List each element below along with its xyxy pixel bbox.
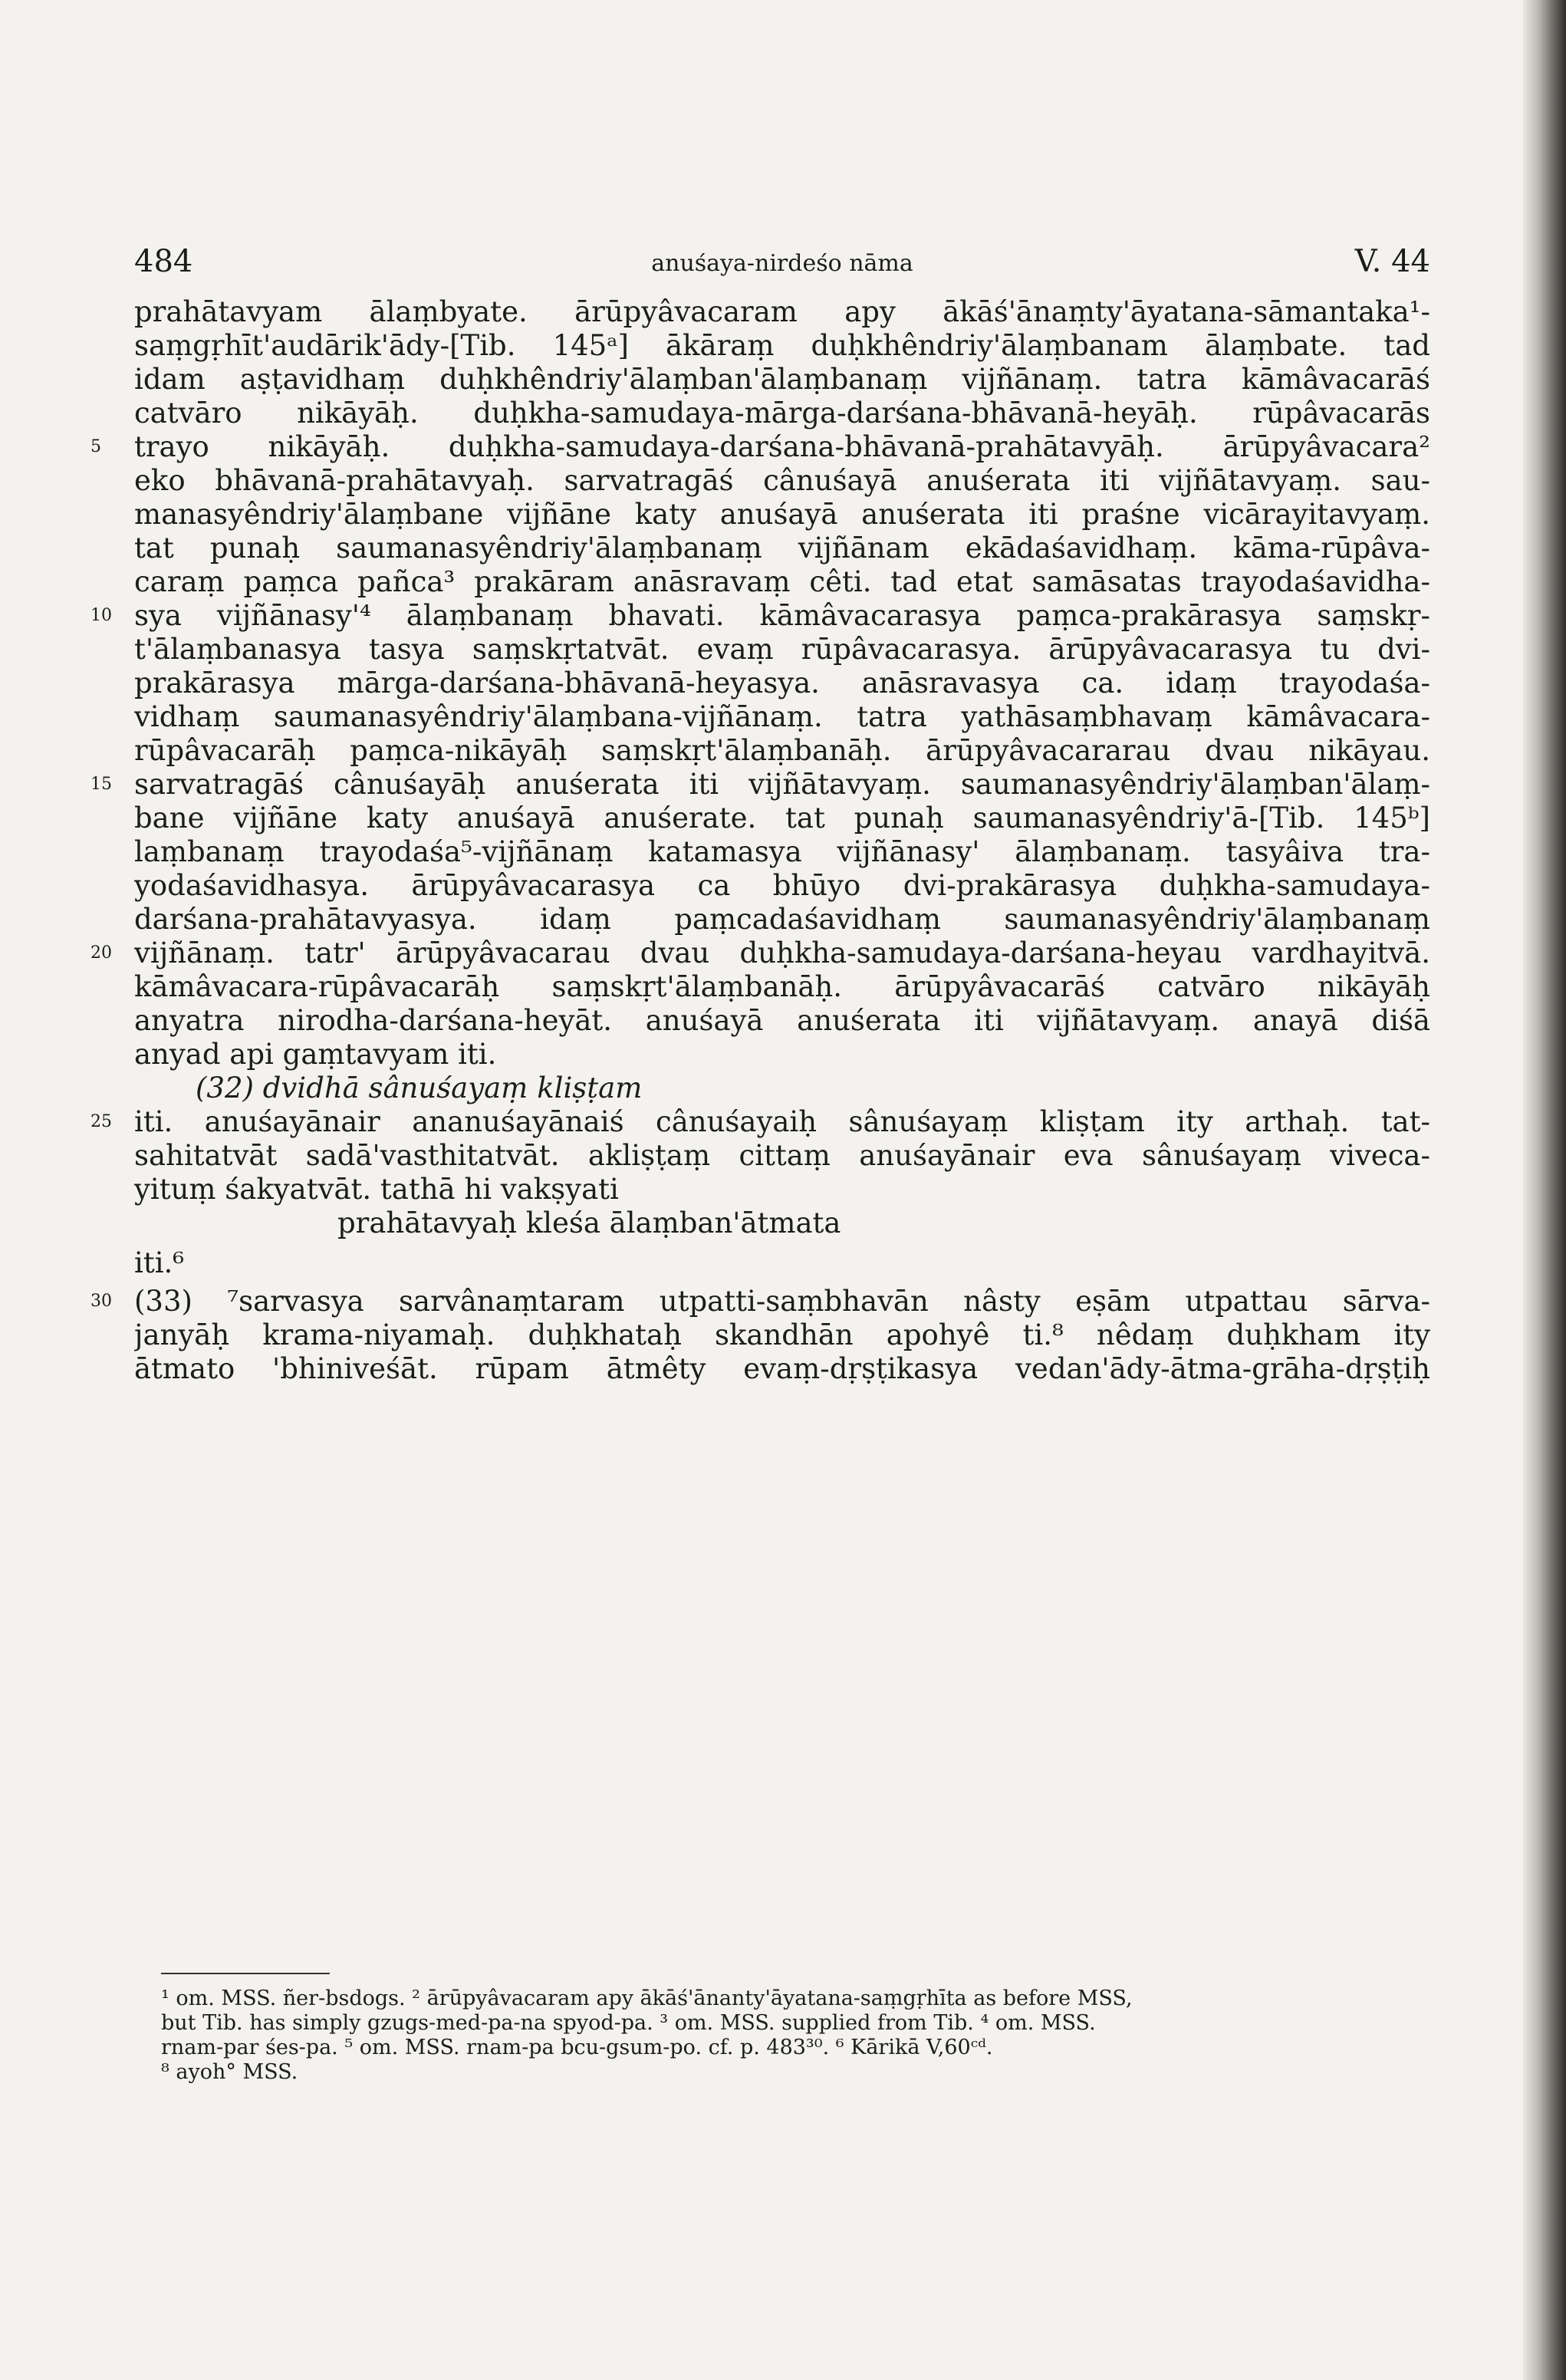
text-line: laṃbanaṃ trayodaśa⁵-vijñānaṃ katamasya vijñānasy' ālaṃbanaṃ. tasyâiva tra-	[134, 835, 1430, 868]
line-number: 25	[90, 1112, 112, 1131]
text-line: darśana-prahātavyasya. idaṃ paṃcadaśavidhaṃ saumanasyêndriy'ālaṃbanaṃ	[134, 903, 1430, 936]
text-line: t'ālaṃbanasya tasya saṃskṛtatvāt. evaṃ rūpâvacarasya. ārūpyâvacarasya tu dvi-	[134, 633, 1430, 666]
text-line: rūpâvacarāḥ paṃca-nikāyāḥ saṃskṛt'ālaṃbanāḥ. ārūpyâvacararau dvau nikāyau.	[134, 734, 1430, 767]
line-number: 30	[90, 1292, 112, 1311]
text-line: bane vijñāne katy anuśayā anuśerate. tat punaḥ saumanasyêndriy'ā-[Tib. 145ᵇ]	[134, 802, 1430, 834]
line-number: 20	[90, 943, 112, 963]
text-line: prahātavyam ālaṃbyate. ārūpyâvacaram apy ākāś'ānaṃty'āyatana-sāmantaka¹-	[134, 295, 1430, 328]
footnote-rule	[161, 1973, 330, 1974]
text-line: sya vijñānasy'⁴ ālaṃbanaṃ bhavati. kāmâvacarasya paṃca-prakārasya saṃskṛ-	[134, 599, 1430, 632]
line-number: 15	[90, 775, 112, 794]
text-line: catvāro nikāyāḥ. duḥkha-samudaya-mārga-darśana-bhāvanā-heyāḥ. rūpâvacarās	[134, 397, 1430, 430]
footnote-line: ¹ om. MSS. ñer-bsdogs. ² ārūpyâvacaram apy ākāś'ānanty'āyatana-saṃgṛhīta as before MSS,	[161, 1987, 1133, 2010]
section-reference: V. 44	[1354, 244, 1430, 279]
text-line: kāmâvacara-rūpâvacarāḥ saṃskṛt'ālaṃbanāḥ. ārūpyâvacarāś catvāro nikāyāḥ	[134, 970, 1430, 1003]
text-line: saṃgṛhīt'audārik'ādy-[Tib. 145ᵃ] ākāraṃ duḥkhêndriy'ālaṃbanam ālaṃbate. tad	[134, 329, 1430, 362]
text-line: ātmato 'bhiniveśāt. rūpam ātmêty evaṃ-dṛṣṭikasya vedan'ādy-ātma-grāha-dṛṣṭiḥ	[134, 1352, 1430, 1385]
text-line: vidhaṃ saumanasyêndriy'ālaṃbana-vijñānaṃ. tatra yathāsaṃbhavaṃ kāmâvacara-	[134, 700, 1430, 733]
text-line: (33) ⁷sarvasya sarvânaṃtaram utpatti-saṃbhavān nâsty eṣām utpattau sārva-	[134, 1285, 1430, 1318]
text-line: sarvatragāś cânuśayāḥ anuśerata iti vijñātavyaṃ. saumanasyêndriy'ālaṃban'ālaṃ-	[134, 768, 1430, 801]
text-line: tat punaḥ saumanasyêndriy'ālaṃbanaṃ vijñānam ekādaśavidhaṃ. kāma-rūpâva-	[134, 532, 1430, 565]
karika-line: (32) dvidhā sânuśayaṃ kliṣṭam	[196, 1071, 643, 1104]
text-line: anyad api gaṃtavyam iti.	[134, 1038, 497, 1071]
footnote-line: ⁸ ayoh° MSS.	[161, 2060, 298, 2084]
text-line: yituṃ śakyatvāt. tathā hi vakṣyati	[134, 1173, 619, 1206]
page-edge-shadow	[1523, 0, 1566, 2380]
text-line: yodaśavidhasya. ārūpyâvacarasya ca bhūyo dvi-prakārasya duḥkha-samudaya-	[134, 869, 1430, 902]
page-number: 484	[134, 244, 193, 279]
running-title: anuśaya-nirdeśo nāma	[651, 250, 913, 277]
text-line: eko bhāvanā-prahātavyaḥ. sarvatragāś cânuśayā anuśerata iti vijñātavyaṃ. sau-	[134, 464, 1430, 497]
text-line: idam aṣṭavidhaṃ duḥkhêndriy'ālaṃban'ālaṃbanaṃ vijñānaṃ. tatra kāmâvacarāś	[134, 363, 1430, 396]
text-line: trayo nikāyāḥ. duḥkha-samudaya-darśana-bhāvanā-prahātavyāḥ. ārūpyâvacara²	[134, 430, 1430, 463]
line-number: 5	[90, 437, 101, 456]
footnote-line: rnam-par śes-pa. ⁵ om. MSS. rnam-pa bcu-gsum-po. cf. p. 483³⁰. ⁶ Kārikā V,60ᶜᵈ.	[161, 2036, 993, 2059]
page-header	[134, 244, 1430, 290]
text-line: janyāḥ krama-niyamaḥ. duḥkhataḥ skandhān apohyê ti.⁸ nêdaṃ duḥkham ity	[134, 1318, 1430, 1351]
footnote-line: but Tib. has simply gzugs-med-pa-na spyod-pa. ³ om. MSS. supplied from Tib. ⁴ om. MSS.	[161, 2011, 1096, 2035]
line-number: 10	[90, 606, 112, 625]
text-line: sahitatvāt sadā'vasthitatvāt. akliṣṭaṃ cittaṃ anuśayānair eva sânuśayaṃ viveca-	[134, 1139, 1430, 1172]
text-line: caraṃ paṃca pañca³ prakāram anāsravaṃ cêti. tad etat samāsatas trayodaśavidha-	[134, 565, 1430, 598]
text-line: anyatra nirodha-darśana-heyāt. anuśayā anuśerata iti vijñātavyaṃ. anayā diśā	[134, 1004, 1430, 1037]
text-line: manasyêndriy'ālaṃbane vijñāne katy anuśayā anuśerata iti praśne vicārayitavyaṃ.	[134, 498, 1430, 531]
verse-quote: prahātavyaḥ kleśa ālaṃban'ātmata	[337, 1206, 841, 1239]
text-line: prakārasya mārga-darśana-bhāvanā-heyasya. anāsravasya ca. idaṃ trayodaśa-	[134, 667, 1430, 700]
text-line: iti. anuśayānair ananuśayānaiś cânuśayaiḥ sânuśayaṃ kliṣṭam ity arthaḥ. tat-	[134, 1105, 1430, 1138]
text-line: iti.⁶	[134, 1246, 185, 1279]
text-line: vijñānaṃ. tatr' ārūpyâvacarau dvau duḥkha-samudaya-darśana-heyau vardhayitvā.	[134, 937, 1430, 969]
